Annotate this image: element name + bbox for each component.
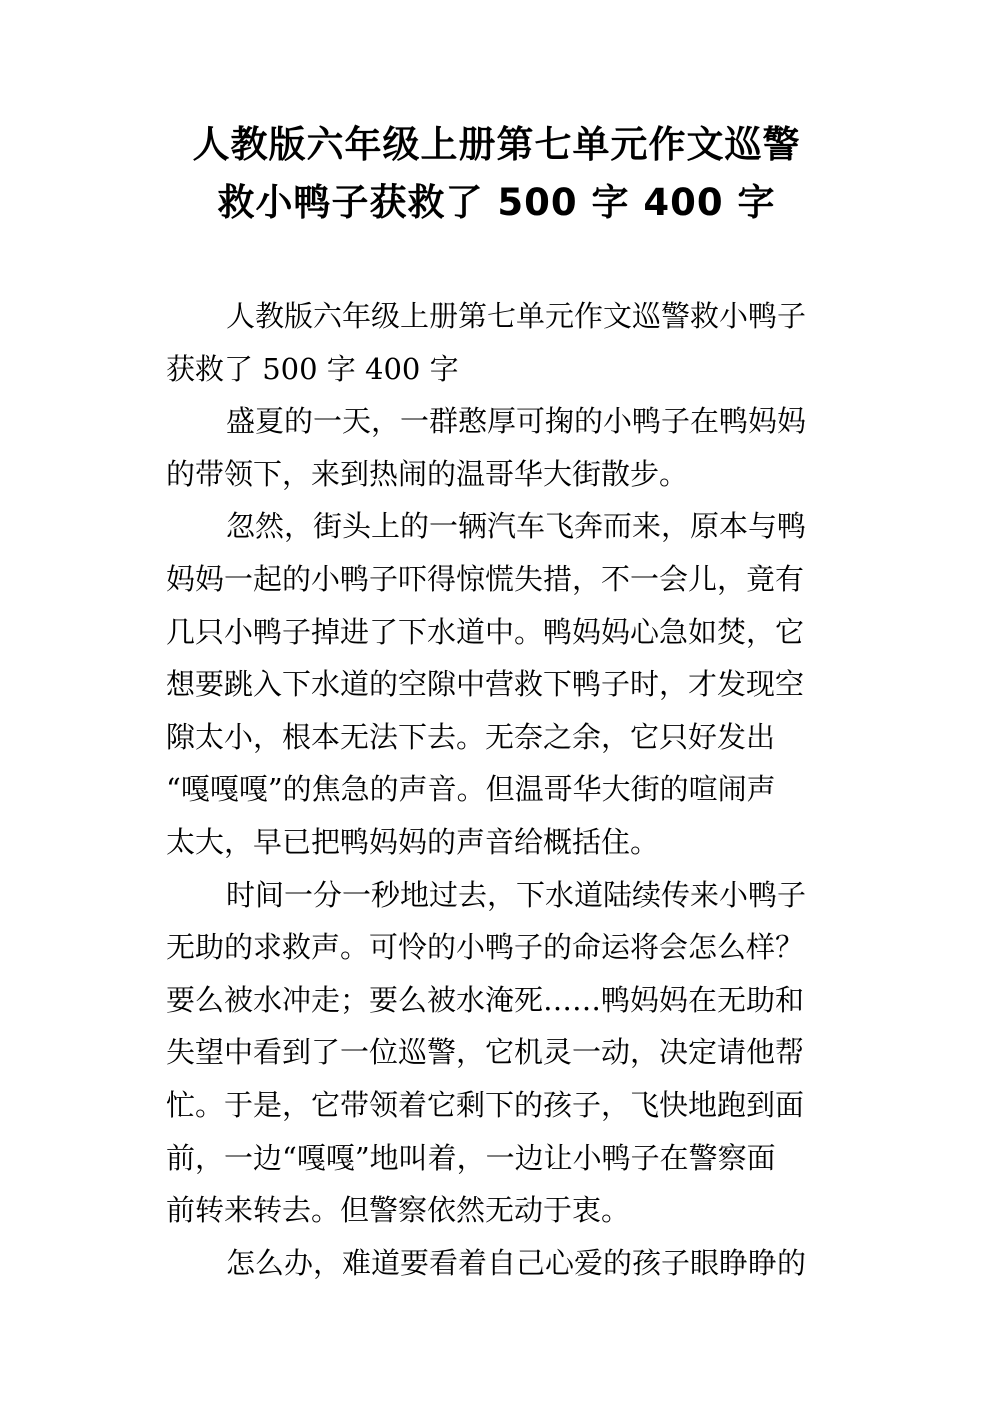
title-line-1: 人教版六年级上册第七单元作文巡警 (192, 123, 801, 166)
document-title (140, 116, 853, 232)
text-line: 怎么办，难道要看着自己心爱的孩子眼睁睁的 (226, 1245, 807, 1280)
text-line: 几只小鸭子掉进了下水道中。鸭妈妈心急如焚，它 (166, 614, 805, 649)
text-line: 忙。于是，它带领着它剩下的孩子，飞快地跑到面 (166, 1087, 805, 1122)
text-line: 人教版六年级上册第七单元作文巡警救小鸭子 (226, 299, 807, 333)
text-line: 获救了 500 字 400 字 (166, 351, 459, 386)
text-line: 前，一边“嘎嘎”地叫着，一边让小鸭子在警察面 (166, 1140, 776, 1175)
text-line: 无助的求救声。可怜的小鸭子的命运将会怎么样？ (166, 930, 805, 965)
text-line: 想要跳入下水道的空隙中营救下鸭子时，才发现空 (166, 667, 805, 702)
text-line: 失望中看到了一位巡警，它机灵一动，决定请他帮 (166, 1035, 805, 1070)
text-line: 隙太小，根本无法下去。无奈之余，它只好发出 (166, 719, 776, 754)
text-line: 前转来转去。但警察依然无动于衷。 (166, 1193, 631, 1228)
text-line: 的带领下，来到热闹的温哥华大街散步。 (166, 456, 689, 491)
text-line: “嘎嘎嘎”的焦急的声音。但温哥华大街的喧闹声 (166, 772, 776, 807)
text-line: 忽然，街头上的一辆汽车飞奔而来，原本与鸭 (226, 509, 807, 544)
document-body (166, 290, 828, 1289)
title-line-2: 救小鸭子获救了 500 字 400 字 (217, 181, 776, 224)
text-line: 时间一分一秒地过去，下水道陆续传来小鸭子 (226, 877, 807, 912)
text-line: 盛夏的一天，一群憨厚可掬的小鸭子在鸭妈妈 (226, 404, 807, 439)
text-line: 太大，早已把鸭妈妈的声音给概括住。 (166, 824, 660, 859)
text-line: 要么被水冲走；要么被水淹死……鸭妈妈在无助和 (166, 982, 805, 1017)
text-line: 妈妈一起的小鸭子吓得惊慌失措，不一会儿，竟有 (166, 561, 805, 596)
